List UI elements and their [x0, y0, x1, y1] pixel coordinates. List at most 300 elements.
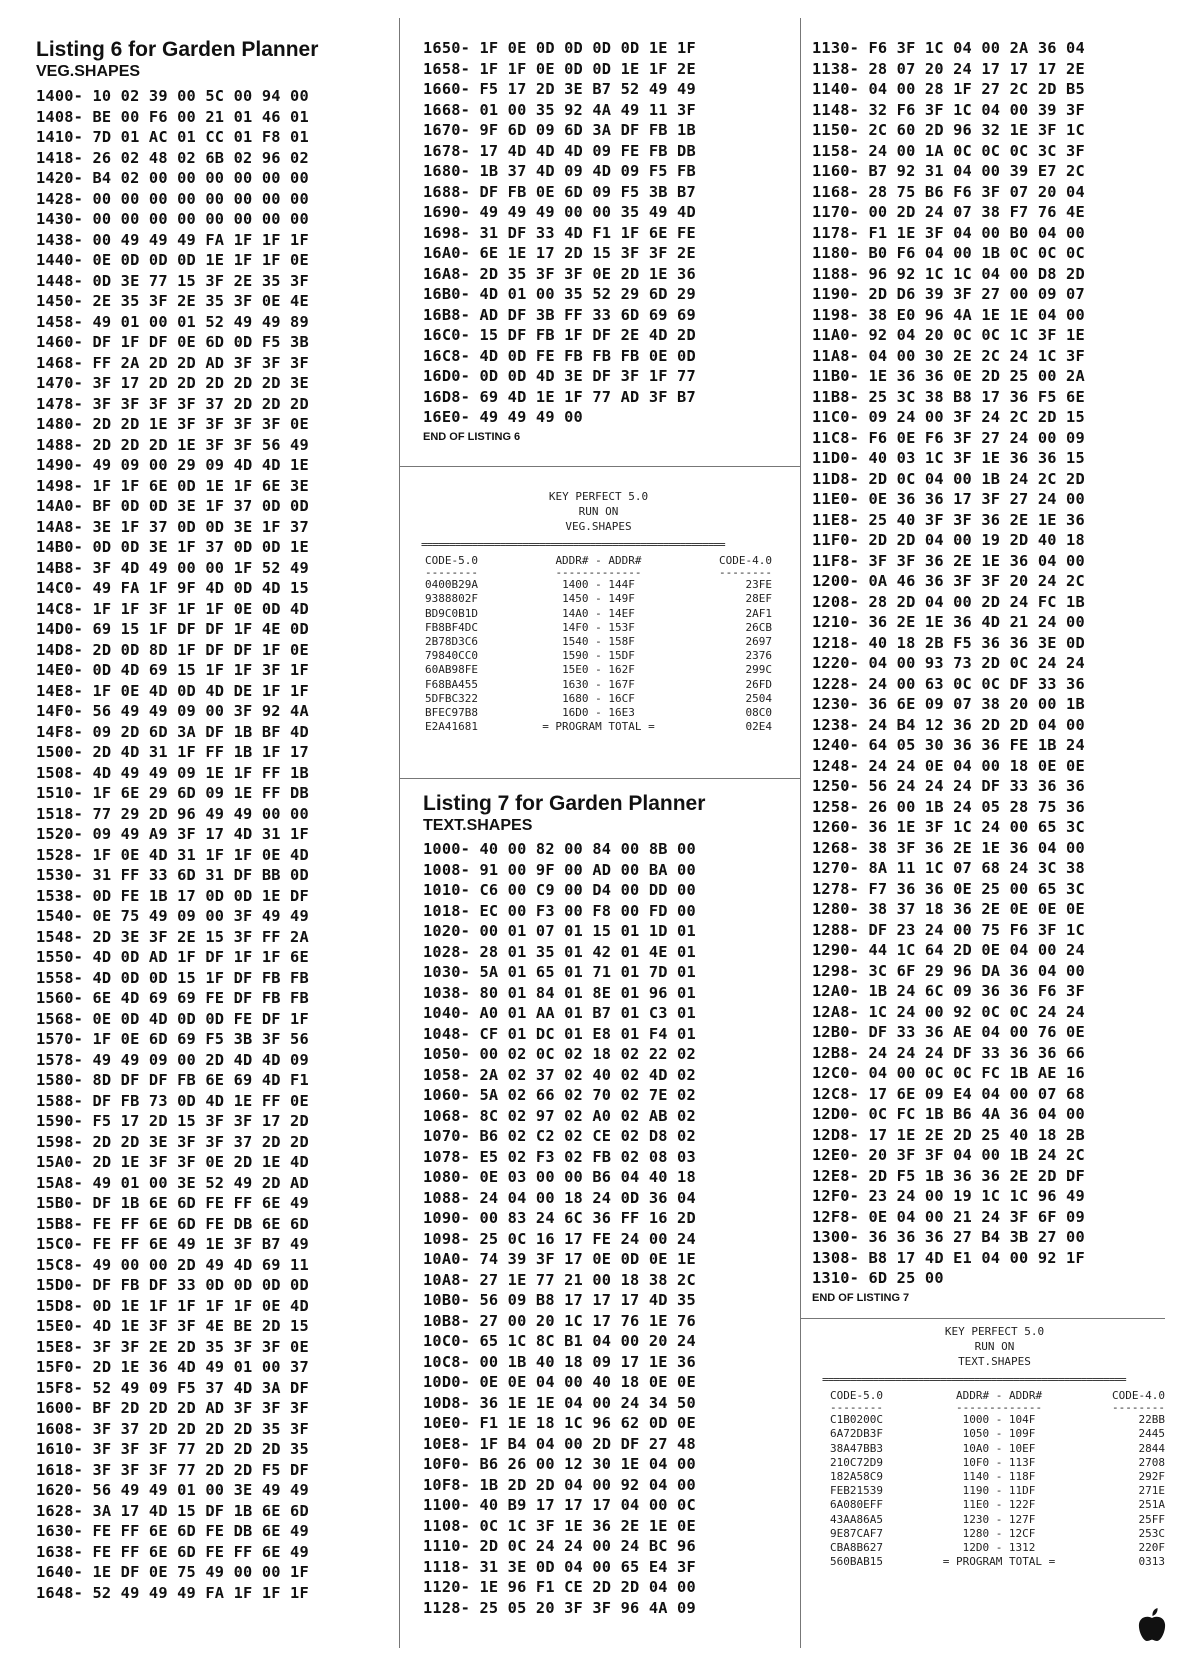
checksum-code40: 251A: [1138, 1498, 1165, 1512]
checksum-row: [421, 678, 776, 692]
hex-line: 1180- B0 F6 04 00 1B 0C 0C 0C: [812, 244, 1085, 262]
checksum-code50: 560BAB15: [830, 1555, 883, 1569]
kp2-col-code50: CODE-5.0: [830, 1389, 883, 1402]
hex-line: 11D0- 40 03 1C 3F 1E 36 36 15: [812, 449, 1085, 467]
listing-6-hex-block: [36, 86, 394, 1603]
checksum-row: [421, 706, 776, 720]
hex-line: 14E0- 0D 4D 69 15 1F 1F 3F 1F: [36, 661, 309, 679]
hex-line: 10E0- F1 1E 18 1C 96 62 0D 0E: [423, 1414, 696, 1432]
checksum-code40: 299C: [745, 663, 772, 677]
hex-line: 1488- 2D 2D 2D 1E 3F 3F 56 49: [36, 435, 309, 454]
hex-line: 1618- 3F 3F 3F 77 2D 2D F5 DF: [36, 1460, 309, 1479]
hex-line: 1030- 5A 01 65 01 71 01 7D 01: [423, 963, 696, 981]
hex-line: 1508- 4D 49 49 09 1E 1F FF 1B: [36, 763, 309, 782]
hex-line: 1450- 2E 35 3F 2E 35 3F 0E 4E: [36, 292, 309, 310]
hex-line: 14D0- 69 15 1F DF DF 1F 4E 0D: [36, 620, 309, 638]
hex-line: 1458- 49 01 00 01 52 49 49 89: [36, 312, 309, 331]
checksum-code40: 2504: [745, 691, 772, 705]
hex-line: 1078- E5 02 F3 02 FB 02 08 03: [423, 1147, 696, 1166]
checksum-code50: 43AA86A5: [830, 1512, 883, 1526]
hex-line: 10D0- 0E 0E 04 00 40 18 0E 0E: [423, 1373, 696, 1391]
column-1: [36, 38, 394, 1603]
checksum-code40: 292F: [1138, 1470, 1165, 1484]
checksum-addr-range: 15E0 - 162F: [562, 663, 635, 677]
hex-line: 1168- 28 75 B6 F6 3F 07 20 04: [812, 182, 1085, 201]
checksum-addr-range: 12D0 - 1312: [962, 1541, 1036, 1555]
hex-line: 1598- 2D 2D 3E 3F 3F 37 2D 2D: [36, 1132, 309, 1151]
kp1-table: [421, 554, 776, 734]
hex-line: 10E8- 1F B4 04 00 2D DF 27 48: [423, 1434, 696, 1453]
checksum-code50: 210C72D9: [830, 1455, 883, 1469]
hex-line: 12B0- DF 33 36 AE 04 00 76 0E: [812, 1023, 1085, 1041]
hex-line: 1118- 31 3E 0D 04 00 65 E4 3F: [423, 1557, 696, 1576]
checksum-code50: C1B0200C: [830, 1413, 883, 1427]
section-divider-kp2-top: [800, 1318, 1165, 1319]
hex-line: 10C0- 65 1C 8C B1 04 00 20 24: [423, 1332, 696, 1350]
kp2-col-addr: ADDR# - ADDR#: [955, 1389, 1043, 1402]
hex-line: 1500- 2D 4D 31 1F FF 1B 1F 17: [36, 743, 309, 761]
column-divider-left: [399, 18, 400, 1648]
key-perfect-report-veg-shapes: [421, 489, 776, 734]
hex-line: 16A0- 6E 1E 17 2D 15 3F 3F 2E: [423, 244, 696, 262]
checksum-code40: 02E4: [745, 720, 772, 734]
checksum-code40: 26CB: [745, 620, 772, 634]
hex-line: 15B0- DF 1B 6E 6D FE FF 6E 49: [36, 1194, 309, 1212]
hex-line: 1688- DF FB 0E 6D 09 F5 3B B7: [423, 182, 696, 201]
kp2-heading-line2: RUN ON: [974, 1340, 1015, 1353]
kp2-heading-line3: TEXT.SHAPES: [958, 1355, 1031, 1368]
hex-line: 1090- 00 83 24 6C 36 FF 16 2D: [423, 1209, 696, 1227]
hex-line: 1000- 40 00 82 00 84 00 8B 00: [423, 840, 696, 858]
hex-line: 1420- B4 02 00 00 00 00 00 00: [36, 169, 309, 187]
hex-line: 14B0- 0D 0D 3E 1F 37 0D 0D 1E: [36, 538, 309, 556]
hex-line: 1198- 38 E0 96 4A 1E 1E 04 00: [812, 305, 1085, 324]
hex-line: 14A8- 3E 1F 37 0D 0D 3E 1F 37: [36, 517, 309, 536]
hex-line: 11B0- 1E 36 36 0E 2D 25 00 2A: [812, 367, 1085, 385]
hex-line: 1418- 26 02 48 02 6B 02 96 02: [36, 148, 309, 167]
hex-line: 1660- F5 17 2D 3E B7 52 49 49: [423, 80, 696, 98]
hex-line: 1178- F1 1E 3F 04 00 B0 04 00: [812, 223, 1085, 242]
hex-line: 1028- 28 01 35 01 42 01 4E 01: [423, 942, 696, 961]
hex-line: 1058- 2A 02 37 02 40 02 4D 02: [423, 1065, 696, 1084]
kp1-col-code40: CODE-4.0: [719, 554, 772, 567]
checksum-addr-range: 11E0 - 122F: [962, 1498, 1036, 1512]
checksum-addr-range: 1190 - 11DF: [962, 1484, 1036, 1498]
checksum-code50: 182A58C9: [830, 1470, 883, 1484]
hex-line: 1120- 1E 96 F1 CE 2D 2D 04 00: [423, 1578, 696, 1596]
hex-line: 11F0- 2D 2D 04 00 19 2D 40 18: [812, 531, 1085, 549]
listing-6-title: Listing 6 for Garden Planner: [36, 38, 319, 61]
kp1-col-code50: CODE-5.0: [425, 554, 478, 567]
checksum-addr-range: 16D0 - 16E3: [562, 706, 635, 720]
checksum-code50: FEB21539: [830, 1484, 883, 1498]
hex-line: 12F8- 0E 04 00 21 24 3F 6F 09: [812, 1207, 1085, 1226]
end-of-listing-7: END OF LISTING 7: [812, 1291, 910, 1304]
checksum-addr-range: = PROGRAM TOTAL =: [942, 1555, 1056, 1569]
hex-line: 1428- 00 00 00 00 00 00 00 00: [36, 189, 309, 208]
hex-line: 1570- 1F 0E 6D 69 F5 3B 3F 56: [36, 1030, 309, 1048]
checksum-row: [822, 1442, 1167, 1456]
section-divider-kp1-bottom: [400, 778, 800, 779]
hex-line: 16D8- 69 4D 1E 1F 77 AD 3F B7: [423, 387, 696, 406]
checksum-code40: 25FF: [1138, 1512, 1165, 1526]
hex-line: 1010- C6 00 C9 00 D4 00 DD 00: [423, 881, 696, 899]
kp1-col-addr: ADDR# - ADDR#: [555, 554, 642, 567]
checksum-code40: 2697: [745, 635, 772, 649]
checksum-code40: 0313: [1138, 1555, 1165, 1569]
checksum-code40: 2844: [1138, 1441, 1165, 1455]
hex-line: 1490- 49 09 00 29 09 4D 4D 1E: [36, 456, 309, 474]
listing-6-subtitle: VEG.SHAPES: [36, 63, 141, 80]
hex-line: 1250- 56 24 24 24 DF 33 36 36: [812, 777, 1085, 795]
hex-line: 1408- BE 00 F6 00 21 01 46 01: [36, 107, 309, 126]
hex-line: 1438- 00 49 49 49 FA 1F 1F 1F: [36, 230, 309, 249]
hex-line: 1560- 6E 4D 69 69 FE DF FB FB: [36, 989, 309, 1007]
hex-line: 1268- 38 3F 36 2E 1E 36 04 00: [812, 838, 1085, 857]
hex-line: 1590- F5 17 2D 15 3F 3F 17 2D: [36, 1112, 309, 1130]
checksum-row: [421, 635, 776, 649]
hex-line: 11A0- 92 04 20 0C 0C 1C 3F 1E: [812, 326, 1085, 344]
hex-line: 11C8- F6 0E F6 3F 27 24 00 09: [812, 428, 1085, 447]
hex-line: 1238- 24 B4 12 36 2D 2D 04 00: [812, 715, 1085, 734]
hex-line: 1580- 8D DF DF FB 6E 69 4D F1: [36, 1071, 309, 1089]
hex-line: 1520- 09 49 A9 3F 17 4D 31 1F: [36, 825, 309, 843]
hex-line: 15E0- 4D 1E 3F 3F 4E BE 2D 15: [36, 1317, 309, 1335]
checksum-code50: 6A72DB3F: [830, 1427, 883, 1441]
checksum-addr-range: 1680 - 16CF: [562, 691, 635, 705]
listing-7-hex-block: [423, 839, 783, 1618]
checksum-row: [822, 1541, 1167, 1555]
checksum-addr-range: 1450 - 149F: [562, 592, 635, 606]
hex-line: 16A8- 2D 35 3F 3F 0E 2D 1E 36: [423, 264, 696, 283]
hex-line: 1018- EC 00 F3 00 F8 00 FD 00: [423, 901, 696, 920]
hex-line: 1158- 24 00 1A 0C 0C 0C 3C 3F: [812, 141, 1085, 160]
hex-line: 12D0- 0C FC 1B B6 4A 36 04 00: [812, 1105, 1085, 1123]
checksum-code50: 2B78D3C6: [425, 635, 478, 649]
checksum-code50: E2A41681: [425, 720, 478, 734]
hex-line: 1690- 49 49 49 00 00 35 49 4D: [423, 203, 696, 221]
hex-line: 1248- 24 24 0E 04 00 18 0E 0E: [812, 756, 1085, 775]
checksum-code40: 26FD: [745, 677, 772, 691]
hex-line: 1220- 04 00 93 73 2D 0C 24 24: [812, 654, 1085, 672]
checksum-code40: 2708: [1138, 1455, 1165, 1469]
checksum-code40: 2AF1: [745, 606, 772, 620]
hex-line: 1228- 24 00 63 0C 0C DF 33 36: [812, 674, 1085, 693]
hex-line: 14D8- 2D 0D 8D 1F DF DF 1F 0E: [36, 640, 309, 659]
hex-line: 1518- 77 29 2D 96 49 49 00 00: [36, 804, 309, 823]
hex-line: 1170- 00 2D 24 07 38 F7 76 4E: [812, 203, 1085, 221]
hex-line: 1648- 52 49 49 49 FA 1F 1F 1F: [36, 1583, 309, 1602]
checksum-addr-range: 1590 - 15DF: [562, 649, 635, 663]
checksum-addr-range: 1140 - 118F: [962, 1470, 1036, 1484]
hex-line: 1308- B8 17 4D E1 04 00 92 1F: [812, 1248, 1085, 1267]
hex-line: 1410- 7D 01 AC 01 CC 01 F8 01: [36, 128, 309, 146]
kp1-dash-row: [421, 568, 776, 578]
checksum-row: [421, 592, 776, 606]
hex-line: 1038- 80 01 84 01 8E 01 96 01: [423, 983, 696, 1002]
hex-line: 10A0- 74 39 3F 17 0E 0D 0E 1E: [423, 1250, 696, 1268]
hex-line: 1578- 49 49 09 00 2D 4D 4D 09: [36, 1050, 309, 1069]
kp1-heading-line2: RUN ON: [578, 505, 619, 518]
hex-line: 12C8- 17 6E 09 E4 04 00 07 68: [812, 1084, 1085, 1103]
kp2-dash-row: [822, 1403, 1167, 1413]
hex-line: 1008- 91 00 9F 00 AD 00 BA 00: [423, 860, 696, 879]
hex-line: 1298- 3C 6F 29 96 DA 36 04 00: [812, 961, 1085, 980]
checksum-addr-range: 1050 - 109F: [962, 1427, 1036, 1441]
checksum-row: [822, 1456, 1167, 1470]
hex-line: 14B8- 3F 4D 49 00 00 1F 52 49: [36, 558, 309, 577]
hex-line: 1638- FE FF 6E 6D FE FF 6E 49: [36, 1542, 309, 1561]
hex-line: 1210- 36 2E 1E 36 4D 21 24 00: [812, 613, 1085, 631]
hex-line: 1658- 1F 1F 0E 0D 0D 1E 1F 2E: [423, 59, 696, 78]
checksum-addr-range: 1000 - 104F: [962, 1413, 1036, 1427]
hex-line: 1208- 28 2D 04 00 2D 24 FC 1B: [812, 592, 1085, 611]
hex-line: 1140- 04 00 28 1F 27 2C 2D B5: [812, 80, 1085, 98]
listing-7-subtitle: TEXT.SHAPES: [423, 817, 533, 834]
hex-line: 1270- 8A 11 1C 07 68 24 3C 38: [812, 859, 1085, 877]
hex-line: 10C8- 00 1B 40 18 09 17 1E 36: [423, 1352, 696, 1371]
listing-6-hex-block-continued: [423, 38, 783, 428]
hex-line: 1128- 25 05 20 3F 3F 96 4A 09: [423, 1598, 696, 1617]
hex-line: 1130- F6 3F 1C 04 00 2A 36 04: [812, 39, 1085, 57]
hex-line: 1200- 0A 46 36 3F 3F 20 24 2C: [812, 572, 1085, 590]
hex-line: 14C8- 1F 1F 3F 1F 1F 0E 0D 4D: [36, 599, 309, 618]
checksum-code40: 253C: [1138, 1526, 1165, 1540]
hex-line: 1400- 10 02 39 00 5C 00 94 00: [36, 87, 309, 105]
hex-line: 12A0- 1B 24 6C 09 36 36 F6 3F: [812, 982, 1085, 1000]
checksum-code40: 23FE: [745, 578, 772, 592]
hex-line: 1288- DF 23 24 00 75 F6 3F 1C: [812, 920, 1085, 939]
hex-line: 1510- 1F 6E 29 6D 09 1E FF DB: [36, 784, 309, 802]
checksum-row: [822, 1470, 1167, 1484]
hex-line: 15B8- FE FF 6E 6D FE DB 6E 6D: [36, 1214, 309, 1233]
checksum-addr-range: 10A0 - 10EF: [962, 1441, 1036, 1455]
checksum-code50: 38A47BB3: [830, 1441, 883, 1455]
hex-line: 15A0- 2D 1E 3F 3F 0E 2D 1E 4D: [36, 1153, 309, 1171]
hex-line: 1480- 2D 2D 1E 3F 3F 3F 3F 0E: [36, 415, 309, 433]
kp2-separator: ======================================================: [822, 1375, 1126, 1385]
hex-line: 15F8- 52 49 09 F5 37 4D 3A DF: [36, 1378, 309, 1397]
checksum-code50: 5DFBC322: [425, 691, 478, 705]
hex-line: 16C0- 15 DF FB 1F DF 2E 4D 2D: [423, 326, 696, 344]
hex-line: 1540- 0E 75 49 09 00 3F 49 49: [36, 907, 309, 925]
hex-line: 1160- B7 92 31 04 00 39 E7 2C: [812, 162, 1085, 180]
hex-line: 15F0- 2D 1E 36 4D 49 01 00 37: [36, 1358, 309, 1376]
hex-line: 1440- 0E 0D 0D 0D 1E 1F 1F 0E: [36, 251, 309, 269]
listing-7-title: Listing 7 for Garden Planner: [423, 792, 706, 815]
checksum-row: [421, 607, 776, 621]
hex-line: 10A8- 27 1E 77 21 00 18 38 2C: [423, 1270, 696, 1289]
checksum-code50: BFEC97B8: [425, 706, 478, 720]
hex-line: 1138- 28 07 20 24 17 17 17 2E: [812, 59, 1085, 78]
hex-line: 1108- 0C 1C 3F 1E 36 2E 1E 0E: [423, 1516, 696, 1535]
kp2-dash-b: -------------: [955, 1401, 1043, 1415]
checksum-row: [421, 621, 776, 635]
checksum-row: [421, 692, 776, 706]
key-perfect-report-text-shapes: [822, 1324, 1167, 1569]
hex-line: 12E0- 20 3F 3F 04 00 1B 24 2C: [812, 1146, 1085, 1164]
hex-line: 1148- 32 F6 3F 1C 04 00 39 3F: [812, 100, 1085, 119]
checksum-code50: 60AB98FE: [425, 663, 478, 677]
hex-line: 15C0- FE FF 6E 49 1E 3F B7 49: [36, 1235, 309, 1253]
kp2-heading-line1: KEY PERFECT 5.0: [944, 1325, 1045, 1338]
checksum-row: [421, 663, 776, 677]
checksum-addr-range: 14F0 - 153F: [562, 620, 635, 634]
hex-line: 1230- 36 6E 09 07 38 20 00 1B: [812, 695, 1085, 713]
hex-line: 12C0- 04 00 0C 0C FC 1B AE 16: [812, 1064, 1085, 1082]
checksum-code40: 271E: [1138, 1484, 1165, 1498]
column-2-lower: [423, 792, 783, 1618]
hex-line: 12A8- 1C 24 00 92 0C 0C 24 24: [812, 1002, 1085, 1021]
checksum-code50: 9E87CAF7: [830, 1526, 883, 1540]
hex-line: 1600- BF 2D 2D 2D AD 3F 3F 3F: [36, 1399, 309, 1417]
checksum-addr-range: 14A0 - 14EF: [562, 606, 635, 620]
checksum-addr-range: 1280 - 12CF: [962, 1526, 1036, 1540]
hex-line: 1310- 6D 25 00: [812, 1269, 944, 1287]
hex-line: 11E8- 25 40 3F 3F 36 2E 1E 36: [812, 510, 1085, 529]
listing-7-hex-block-continued: [812, 38, 1177, 1289]
checksum-row: [822, 1413, 1167, 1427]
kp1-dash-c: --------: [719, 566, 772, 580]
hex-line: 12E8- 2D F5 1B 36 36 2E 2D DF: [812, 1166, 1085, 1185]
hex-line: 10B8- 27 00 20 1C 17 76 1E 76: [423, 1311, 696, 1330]
hex-line: 16B0- 4D 01 00 35 52 29 6D 29: [423, 285, 696, 303]
hex-line: 10B0- 56 09 B8 17 17 17 4D 35: [423, 1291, 696, 1309]
hex-line: 11A8- 04 00 30 2E 2C 24 1C 3F: [812, 346, 1085, 365]
checksum-code50: 0400B29A: [425, 578, 478, 592]
column-2: [423, 38, 783, 444]
hex-line: 1470- 3F 17 2D 2D 2D 2D 2D 3E: [36, 374, 309, 392]
hex-line: 14C0- 49 FA 1F 9F 4D 0D 4D 15: [36, 579, 309, 597]
hex-line: 14A0- BF 0D 0D 3E 1F 37 0D 0D: [36, 497, 309, 515]
hex-line: 1278- F7 36 36 0E 25 00 65 3C: [812, 879, 1085, 898]
hex-line: 1620- 56 49 49 01 00 3E 49 49: [36, 1481, 309, 1499]
checksum-code40: 2376: [745, 649, 772, 663]
kp1-dash-b: -------------: [555, 566, 642, 580]
hex-line: 1110- 2D 0C 24 24 00 24 BC 96: [423, 1537, 696, 1555]
hex-line: 1240- 64 05 30 36 36 FE 1B 24: [812, 736, 1085, 754]
checksum-code50: BD9C0B1D: [425, 606, 478, 620]
kp2-dash-c: --------: [1112, 1401, 1165, 1415]
hex-line: 1218- 40 18 2B F5 36 36 3E 0D: [812, 633, 1085, 652]
hex-line: 1430- 00 00 00 00 00 00 00 00: [36, 210, 309, 228]
hex-line: 1650- 1F 0E 0D 0D 0D 0D 1E 1F: [423, 39, 696, 57]
hex-line: 1280- 38 37 18 36 2E 0E 0E 0E: [812, 900, 1085, 918]
apple-logo-icon: [1137, 1608, 1167, 1642]
hex-line: 1468- FF 2A 2D 2D AD 3F 3F 3F: [36, 353, 309, 372]
hex-line: 1568- 0E 0D 4D 0D 0D FE DF 1F: [36, 1009, 309, 1028]
hex-line: 16C8- 4D 0D FE FB FB FB 0E 0D: [423, 346, 696, 365]
checksum-addr-range: 1630 - 167F: [562, 677, 635, 691]
hex-line: 15D8- 0D 1E 1F 1F 1F 1F 0E 4D: [36, 1296, 309, 1315]
apple-logo-leaf: [1152, 1608, 1157, 1616]
kp2-rows: [822, 1413, 1167, 1569]
checksum-row: [822, 1527, 1167, 1541]
hex-line: 1080- 0E 03 00 00 B6 04 40 18: [423, 1168, 696, 1186]
checksum-code40: 08C0: [745, 706, 772, 720]
hex-line: 15C8- 49 00 00 2D 49 4D 69 11: [36, 1255, 309, 1274]
hex-line: 1678- 17 4D 4D 4D 09 FE FB DB: [423, 141, 696, 160]
checksum-addr-range: 1230 - 127F: [962, 1512, 1036, 1526]
hex-line: 11F8- 3F 3F 36 2E 1E 36 04 00: [812, 551, 1085, 570]
hex-line: 1548- 2D 3E 3F 2E 15 3F FF 2A: [36, 927, 309, 946]
hex-line: 10F8- 1B 2D 2D 04 00 92 04 00: [423, 1475, 696, 1494]
hex-line: 1150- 2C 60 2D 96 32 1E 3F 1C: [812, 121, 1085, 139]
hex-line: 15E8- 3F 3F 2E 2D 35 3F 3F 0E: [36, 1337, 309, 1356]
hex-line: 1498- 1F 1F 6E 0D 1E 1F 6E 3E: [36, 476, 309, 495]
apple-logo-body: [1139, 1617, 1165, 1641]
hex-line: 1558- 4D 0D 0D 15 1F DF FB FB: [36, 968, 309, 987]
hex-line: 1088- 24 04 00 18 24 0D 36 04: [423, 1188, 696, 1207]
hex-line: 15D0- DF FB DF 33 0D 0D 0D 0D: [36, 1276, 309, 1294]
checksum-row: [421, 649, 776, 663]
checksum-code40: 22BB: [1138, 1413, 1165, 1427]
end-of-listing-6: END OF LISTING 6: [423, 430, 521, 443]
section-divider-kp1-top: [400, 466, 800, 467]
hex-line: 11D8- 2D 0C 04 00 1B 24 2C 2D: [812, 469, 1085, 488]
hex-line: 16B8- AD DF 3B FF 33 6D 69 69: [423, 305, 696, 324]
checksum-code50: CBA8B627: [830, 1541, 883, 1555]
hex-line: 11C0- 09 24 00 3F 24 2C 2D 15: [812, 408, 1085, 426]
checksum-row: [822, 1427, 1167, 1441]
checksum-code50: 9388802F: [425, 592, 478, 606]
hex-line: 1630- FE FF 6E 6D FE DB 6E 49: [36, 1522, 309, 1540]
kp2-dash-a: --------: [830, 1401, 883, 1415]
hex-line: 1100- 40 B9 17 17 17 04 00 0C: [423, 1496, 696, 1514]
hex-line: 1628- 3A 17 4D 15 DF 1B 6E 6D: [36, 1501, 309, 1520]
hex-line: 1528- 1F 0E 4D 31 1F 1F 0E 4D: [36, 845, 309, 864]
kp1-separator: ======================================================: [421, 540, 725, 550]
hex-line: 1460- DF 1F DF 0E 6D 0D F5 3B: [36, 333, 309, 351]
checksum-code50: FB8BF4DC: [425, 620, 478, 634]
checksum-row: [822, 1513, 1167, 1527]
hex-line: 10D8- 36 1E 1E 04 00 24 34 50: [423, 1393, 696, 1412]
hex-line: 10F0- B6 26 00 12 30 1E 04 00: [423, 1455, 696, 1473]
hex-line: 15A8- 49 01 00 3E 52 49 2D AD: [36, 1173, 309, 1192]
hex-line: 16E0- 49 49 49 00: [423, 408, 583, 426]
checksum-row: [822, 1555, 1167, 1569]
hex-line: 11E0- 0E 36 36 17 3F 27 24 00: [812, 490, 1085, 508]
hex-line: 12D8- 17 1E 2E 2D 25 40 18 2B: [812, 1125, 1085, 1144]
checksum-code50: 6A080EFF: [830, 1498, 883, 1512]
hex-line: 1260- 36 1E 3F 1C 24 00 65 3C: [812, 818, 1085, 836]
hex-line: 1588- DF FB 73 0D 4D 1E FF 0E: [36, 1091, 309, 1110]
hex-line: 1610- 3F 3F 3F 77 2D 2D 2D 35: [36, 1440, 309, 1458]
checksum-row: [822, 1498, 1167, 1512]
kp1-dash-a: --------: [425, 566, 478, 580]
checksum-code40: 2445: [1138, 1427, 1165, 1441]
hex-line: 1070- B6 02 C2 02 CE 02 D8 02: [423, 1127, 696, 1145]
column-3: [812, 38, 1177, 1305]
hex-line: 1040- A0 01 AA 01 B7 01 C3 01: [423, 1004, 696, 1022]
hex-line: 1020- 00 01 07 01 15 01 1D 01: [423, 922, 696, 940]
checksum-row: [822, 1484, 1167, 1498]
hex-line: 1300- 36 36 36 27 B4 3B 27 00: [812, 1228, 1085, 1246]
hex-line: 1680- 1B 37 4D 09 4D 09 F5 FB: [423, 162, 696, 180]
hex-line: 11B8- 25 3C 38 B8 17 36 F5 6E: [812, 387, 1085, 406]
checksum-code40: 220F: [1138, 1541, 1165, 1555]
kp2-table: [822, 1389, 1167, 1569]
hex-line: 1670- 9F 6D 09 6D 3A DF FB 1B: [423, 121, 696, 139]
hex-line: 1190- 2D D6 39 3F 27 00 09 07: [812, 285, 1085, 303]
kp1-heading-line1: KEY PERFECT 5.0: [548, 490, 649, 503]
hex-line: 1290- 44 1C 64 2D 0E 04 00 24: [812, 941, 1085, 959]
hex-line: 1048- CF 01 DC 01 E8 01 F4 01: [423, 1024, 696, 1043]
hex-line: 1060- 5A 02 66 02 70 02 7E 02: [423, 1086, 696, 1104]
hex-line: 1478- 3F 3F 3F 3F 37 2D 2D 2D: [36, 394, 309, 413]
checksum-addr-range: 1400 - 144F: [562, 578, 635, 592]
hex-line: 1068- 8C 02 97 02 A0 02 AB 02: [423, 1106, 696, 1125]
